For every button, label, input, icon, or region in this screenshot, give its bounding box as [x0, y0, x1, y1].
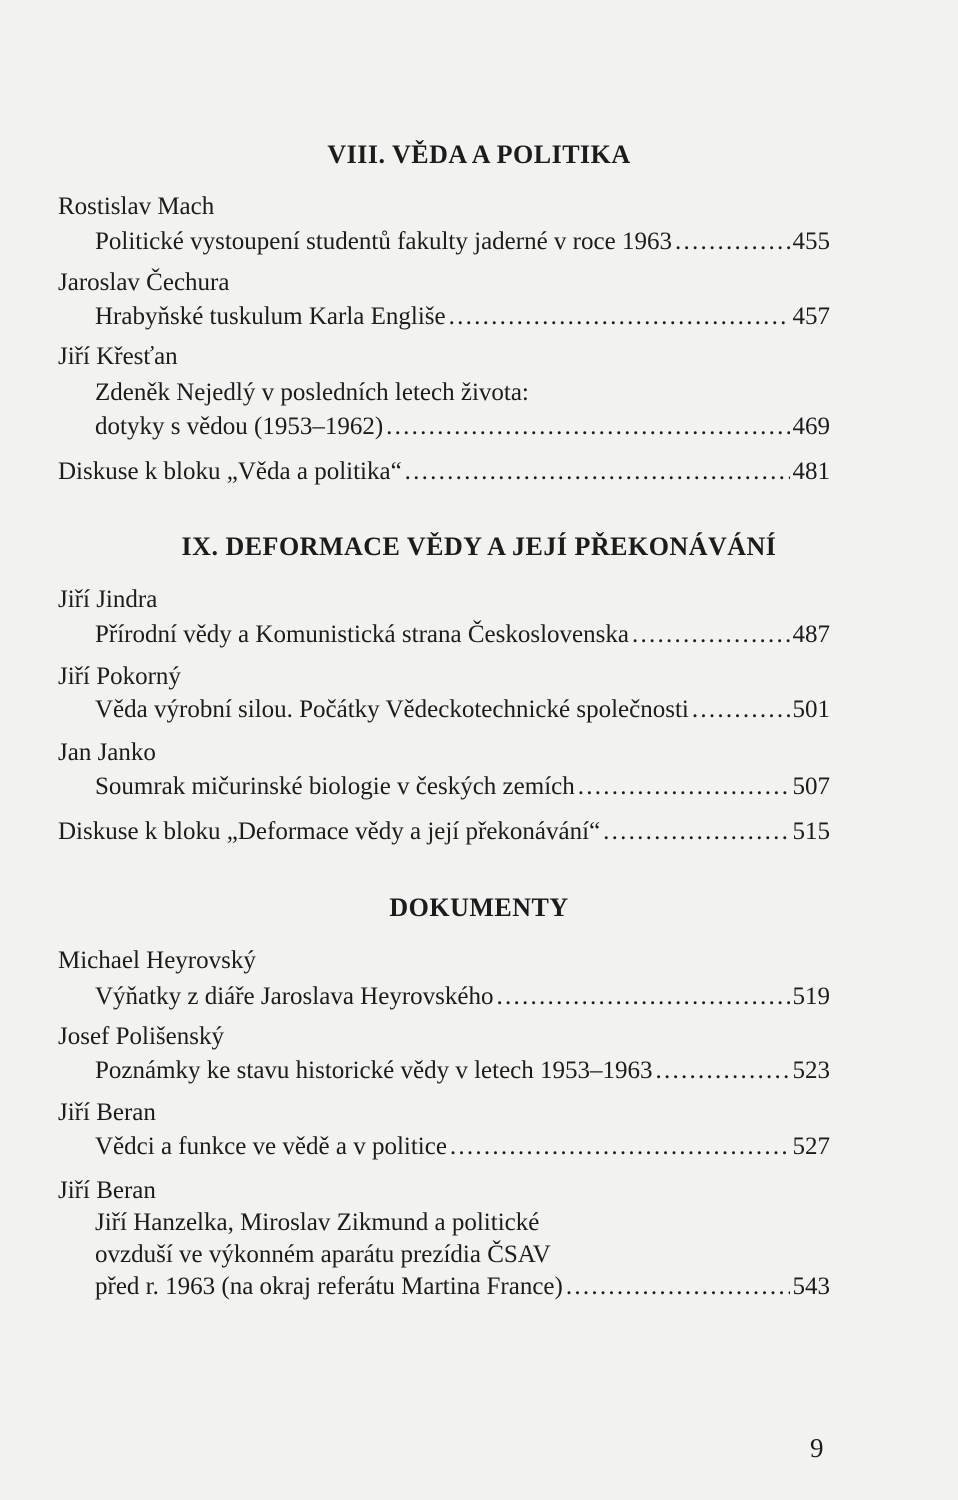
entry-title: Přírodní vědy a Komunistická strana Československa	[95, 621, 629, 648]
entry-author: Michael Heyrovský	[58, 947, 256, 974]
entry-title: před r. 1963 (na okraj referátu Martina France)	[95, 1273, 563, 1300]
entry-title: Hrabyňské tuskulum Karla Engliše	[95, 303, 446, 330]
leader-dots	[450, 1132, 790, 1162]
entry-page: 527	[792, 1133, 830, 1160]
entry-author: Jaroslav Čechura	[58, 269, 230, 296]
entry-page: 469	[792, 413, 830, 440]
leader-dots	[632, 620, 790, 650]
leader-dots	[603, 817, 789, 847]
entry-title: Politické vystoupení studentů fakulty jaderné v roce 1963	[95, 228, 672, 255]
toc-entry	[95, 695, 830, 725]
leader-dots	[386, 412, 789, 442]
entry-author: Jiří Pokorný	[58, 663, 181, 690]
entry-page: 457	[792, 303, 830, 330]
entry-page: 487	[792, 621, 830, 648]
entry-title: Věda výrobní silou. Počátky Vědeckotechnické společnosti	[95, 696, 689, 723]
entry-page: 507	[792, 773, 830, 800]
entry-page: 481	[792, 458, 830, 485]
leader-dots	[496, 982, 789, 1012]
entry-title-line: Zdeněk Nejedlý v posledních letech života:	[95, 379, 529, 406]
entry-title: dotyky s vědou (1953–1962)	[95, 413, 384, 440]
entry-title-line: Jiří Hanzelka, Miroslav Zikmund a politické	[95, 1209, 540, 1236]
entry-author: Jiří Beran	[58, 1099, 156, 1126]
entry-title: Soumrak mičurinské biologie v českých zemích	[95, 773, 575, 800]
toc-entry	[95, 772, 830, 802]
entry-page: 543	[792, 1273, 830, 1300]
entry-page: 515	[792, 818, 830, 845]
toc-entry	[95, 412, 830, 442]
toc-entry	[58, 457, 830, 487]
leader-dots	[675, 227, 790, 257]
entry-author: Jiří Jindra	[58, 586, 158, 613]
entry-title: Diskuse k bloku „Věda a politika“	[58, 458, 402, 485]
leader-dots	[692, 695, 790, 725]
toc-entry	[95, 1272, 830, 1302]
toc-entry	[95, 1056, 830, 1086]
entry-title-line: ovzduší ve výkonném aparátu prezídia ČSAV	[95, 1241, 551, 1268]
entry-title: Vědci a funkce ve vědě a v politice	[95, 1133, 447, 1160]
entry-author: Jiří Beran	[58, 1177, 156, 1204]
entry-author: Jiří Křesťan	[58, 343, 178, 370]
toc-entry	[95, 620, 830, 650]
entry-page: 519	[792, 983, 830, 1010]
leader-dots	[405, 457, 790, 487]
page-number: 9	[810, 1433, 824, 1463]
leader-dots	[656, 1056, 790, 1086]
entry-page: 501	[792, 696, 830, 723]
entry-author: Josef Polišenský	[58, 1023, 224, 1050]
leader-dots	[578, 772, 790, 802]
entry-title: Poznámky ke stavu historické vědy v letech 1953–1963	[95, 1057, 653, 1084]
toc-entry	[95, 227, 830, 257]
section-heading: IX. DEFORMACE VĚDY A JEJÍ PŘEKONÁVÁNÍ	[181, 532, 777, 561]
toc-entry	[58, 817, 830, 847]
toc-entry	[95, 982, 830, 1012]
entry-page: 523	[792, 1057, 830, 1084]
entry-page: 455	[792, 228, 830, 255]
section-heading: VIII. VĚDA A POLITIKA	[327, 140, 631, 169]
section-heading: DOKUMENTY	[389, 893, 569, 922]
entry-title: Diskuse k bloku „Deformace vědy a její překonávání“	[58, 818, 601, 845]
leader-dots	[566, 1272, 790, 1302]
leader-dots	[449, 302, 790, 332]
toc-entry	[95, 1132, 830, 1162]
entry-title: Výňatky z diáře Jaroslava Heyrovského	[95, 983, 494, 1010]
entry-author: Rostislav Mach	[58, 193, 215, 220]
toc-entry	[95, 302, 830, 332]
entry-author: Jan Janko	[58, 739, 156, 766]
